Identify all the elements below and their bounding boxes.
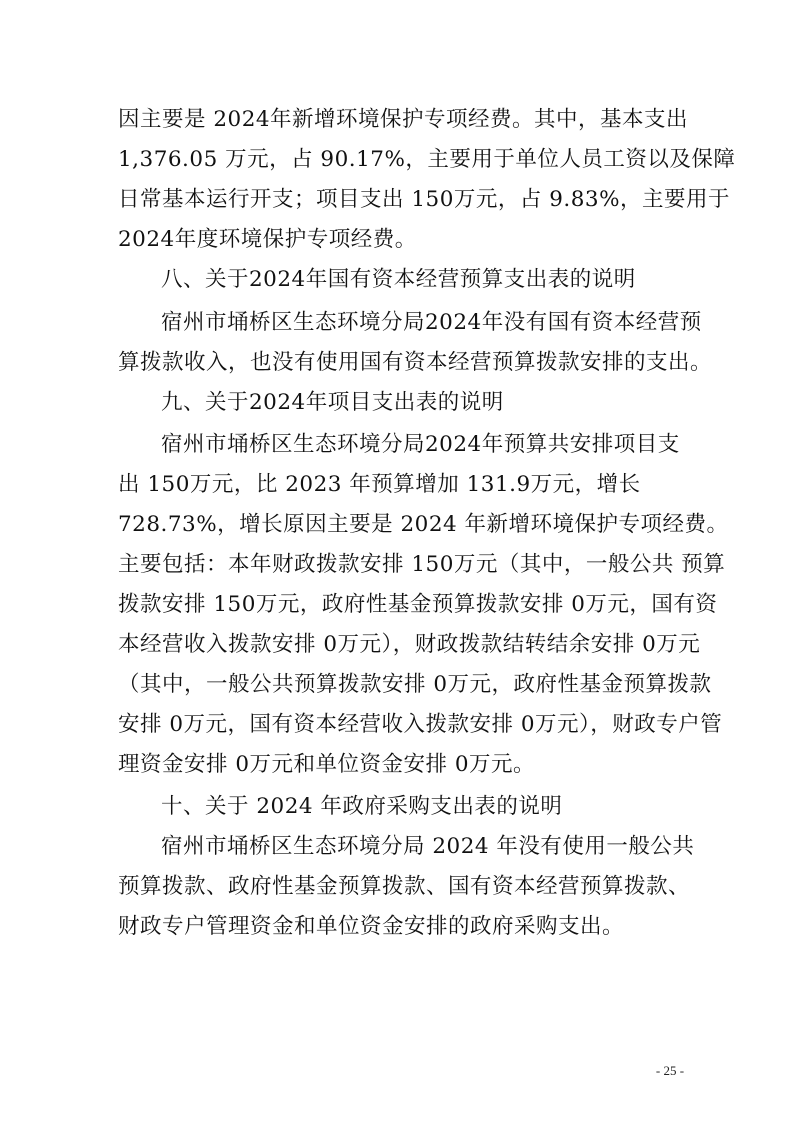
text-line: 主要包括：本年财政拨款安排 150万元（其中，一般公共 预算 <box>118 552 726 577</box>
text-line: 拨款安排 150万元，政府性基金预算拨款安排 0万元，国有资 <box>118 592 718 617</box>
text-line: 因主要是 2024年新增环境保护专项经费。其中，基本支出 <box>118 107 689 132</box>
text-line: 宿州市埇桥区生态环境分局 2024 年没有使用一般公共 <box>161 834 695 859</box>
text-line: 728.73%，增长原因主要是 2024 年新增环境保护专项经费。 <box>118 512 729 537</box>
text-line: 理资金安排 0万元和单位资金安排 0万元。 <box>118 752 536 777</box>
text-line: 出 150万元，比 2023 年预算增加 131.9万元，增长 <box>118 472 641 497</box>
text-line: 财政专户管理资金和单位资金安排的政府采购支出。 <box>118 914 625 939</box>
text-line: 算拨款收入，也没有使用国有资本经营预算拨款安排的支出。 <box>118 350 713 375</box>
text-line: 2024年度环境保护专项经费。 <box>118 227 417 252</box>
section-heading-10: 十、关于 2024 年政府采购支出表的说明 <box>161 794 563 819</box>
text-line: （其中，一般公共预算拨款安排 0万元，政府性基金预算拨款 <box>118 672 712 697</box>
text-line: 安排 0万元，国有资本经营收入拨款安排 0万元），财政专户管 <box>118 712 723 737</box>
section-heading-9: 九、关于2024年项目支出表的说明 <box>161 390 504 415</box>
text-line: 日常基本运行开支；项目支出 150万元，占 9.83%，主要用于 <box>118 187 731 212</box>
page-number: - 25 - <box>655 1063 685 1078</box>
text-line: 1,376.05 万元，占 90.17%，主要用于单位人员工资以及保障 <box>118 147 736 172</box>
section-heading-8: 八、关于2024年国有资本经营预算支出表的说明 <box>161 267 636 292</box>
text-line: 本经营收入拨款安排 0万元），财政拨款结转结余安排 0万元 <box>118 632 701 657</box>
text-line: 宿州市埇桥区生态环境分局2024年没有国有资本经营预 <box>161 310 702 335</box>
text-line: 预算拨款、政府性基金预算拨款、国有资本经营预算拨款、 <box>118 874 691 899</box>
text-line: 宿州市埇桥区生态环境分局2024年预算共安排项目支 <box>161 432 680 457</box>
